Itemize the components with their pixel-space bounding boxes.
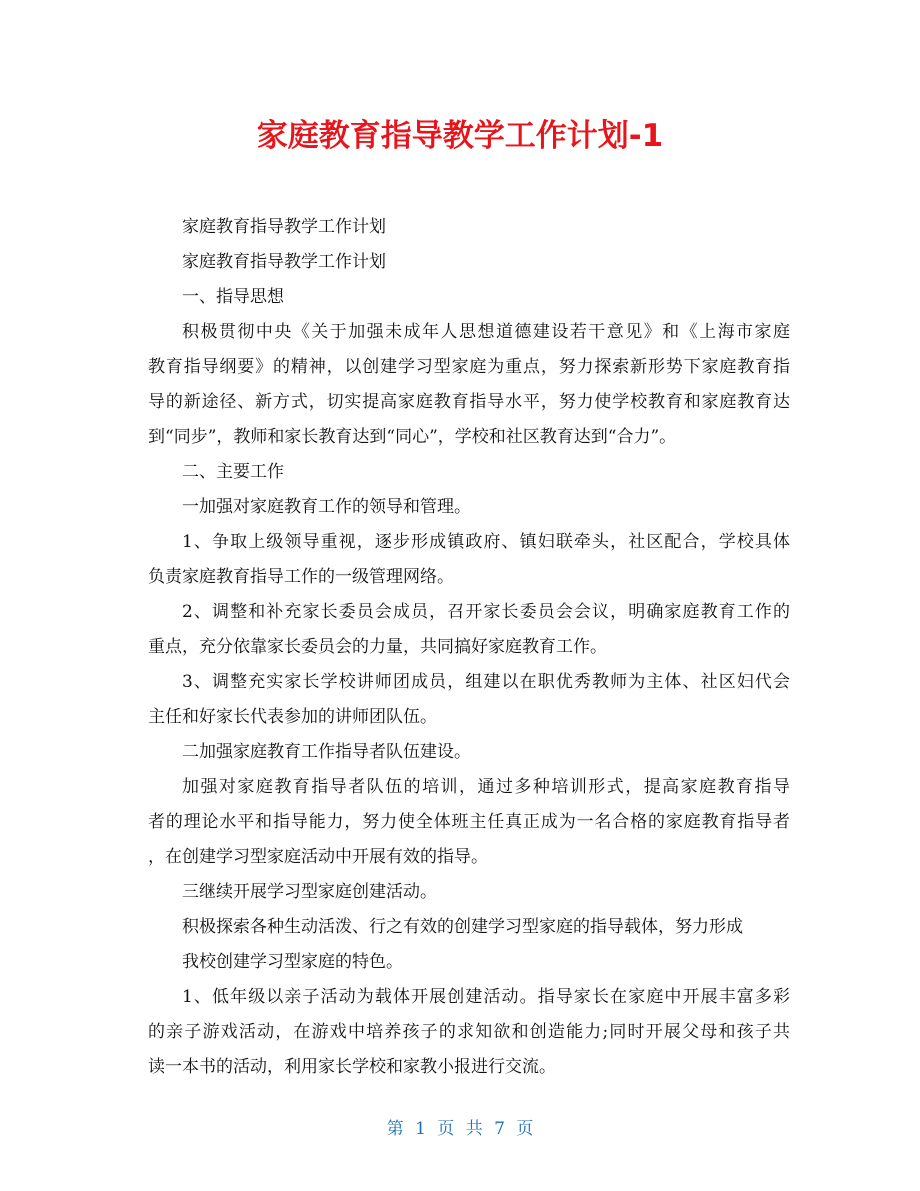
text-line: 主任和好家长代表参加的讲师团队伍。 xyxy=(148,707,437,727)
text-line: 一加强对家庭教育工作的领导和管理。 xyxy=(182,497,471,517)
text-line: 到“同步”，教师和家长教育达到“同心”，学校和社区教育达到“合力”。 xyxy=(148,427,677,447)
text-line: 二、主要工作 xyxy=(182,462,284,482)
text-line: 家庭教育指导教学工作计划 xyxy=(182,217,386,237)
text-line: 我校创建学习型家庭的特色。 xyxy=(182,952,403,972)
document-title: 家庭教育指导教学工作计划-1 xyxy=(256,118,664,154)
text-line: 加强对家庭教育指导者队伍的培训，通过多种培训形式，提高家庭教育指导 xyxy=(182,777,790,797)
text-line: 3、调整充实家长学校讲师团成员，组建以在职优秀教师为主体、社区妇代会 xyxy=(182,672,790,692)
page-footer: 第 1 页 共 7 页 xyxy=(386,1119,534,1139)
text-line: 读一本书的活动，利用家长学校和家教小报进行交流。 xyxy=(148,1057,556,1077)
text-line: 二加强家庭教育工作指导者队伍建设。 xyxy=(182,742,471,762)
text-line: 导的新途径、新方式，切实提高家庭教育指导水平，努力使学校教育和家庭教育达 xyxy=(148,392,790,412)
text-line: 1、争取上级领导重视，逐步形成镇政府、镇妇联牵头，社区配合，学校具体 xyxy=(182,532,790,552)
text-line: 家庭教育指导教学工作计划 xyxy=(182,252,386,272)
text-line: 积极探索各种生动活泼、行之有效的创建学习型家庭的指导载体，努力形成 xyxy=(182,917,743,937)
text-line: 者的理论水平和指导能力，努力使全体班主任真正成为一名合格的家庭教育指导者 xyxy=(148,812,790,832)
text-line: ，在创建学习型家庭活动中开展有效的指导。 xyxy=(148,847,488,867)
text-line: 教育指导纲要》的精神，以创建学习型家庭为重点，努力探索新形势下家庭教育指 xyxy=(148,357,790,377)
text-line: 2、调整和补充家长委员会成员，召开家长委员会会议，明确家庭教育工作的 xyxy=(182,602,790,622)
text-line: 的亲子游戏活动，在游戏中培养孩子的求知欲和创造能力;同时开展父母和孩子共 xyxy=(148,1022,790,1042)
text-line: 1、低年级以亲子活动为载体开展创建活动。指导家长在家庭中开展丰富多彩 xyxy=(182,987,790,1007)
text-line: 负责家庭教育指导工作的一级管理网络。 xyxy=(148,567,454,587)
text-line: 一、指导思想 xyxy=(182,287,284,307)
text-line: 积极贯彻中央《关于加强未成年人思想道德建设若干意见》和《上海市家庭 xyxy=(182,322,790,342)
document-body xyxy=(148,210,790,1085)
text-line: 重点，充分依靠家长委员会的力量，共同搞好家庭教育工作。 xyxy=(148,637,607,657)
text-line: 三继续开展学习型家庭创建活动。 xyxy=(182,882,437,902)
